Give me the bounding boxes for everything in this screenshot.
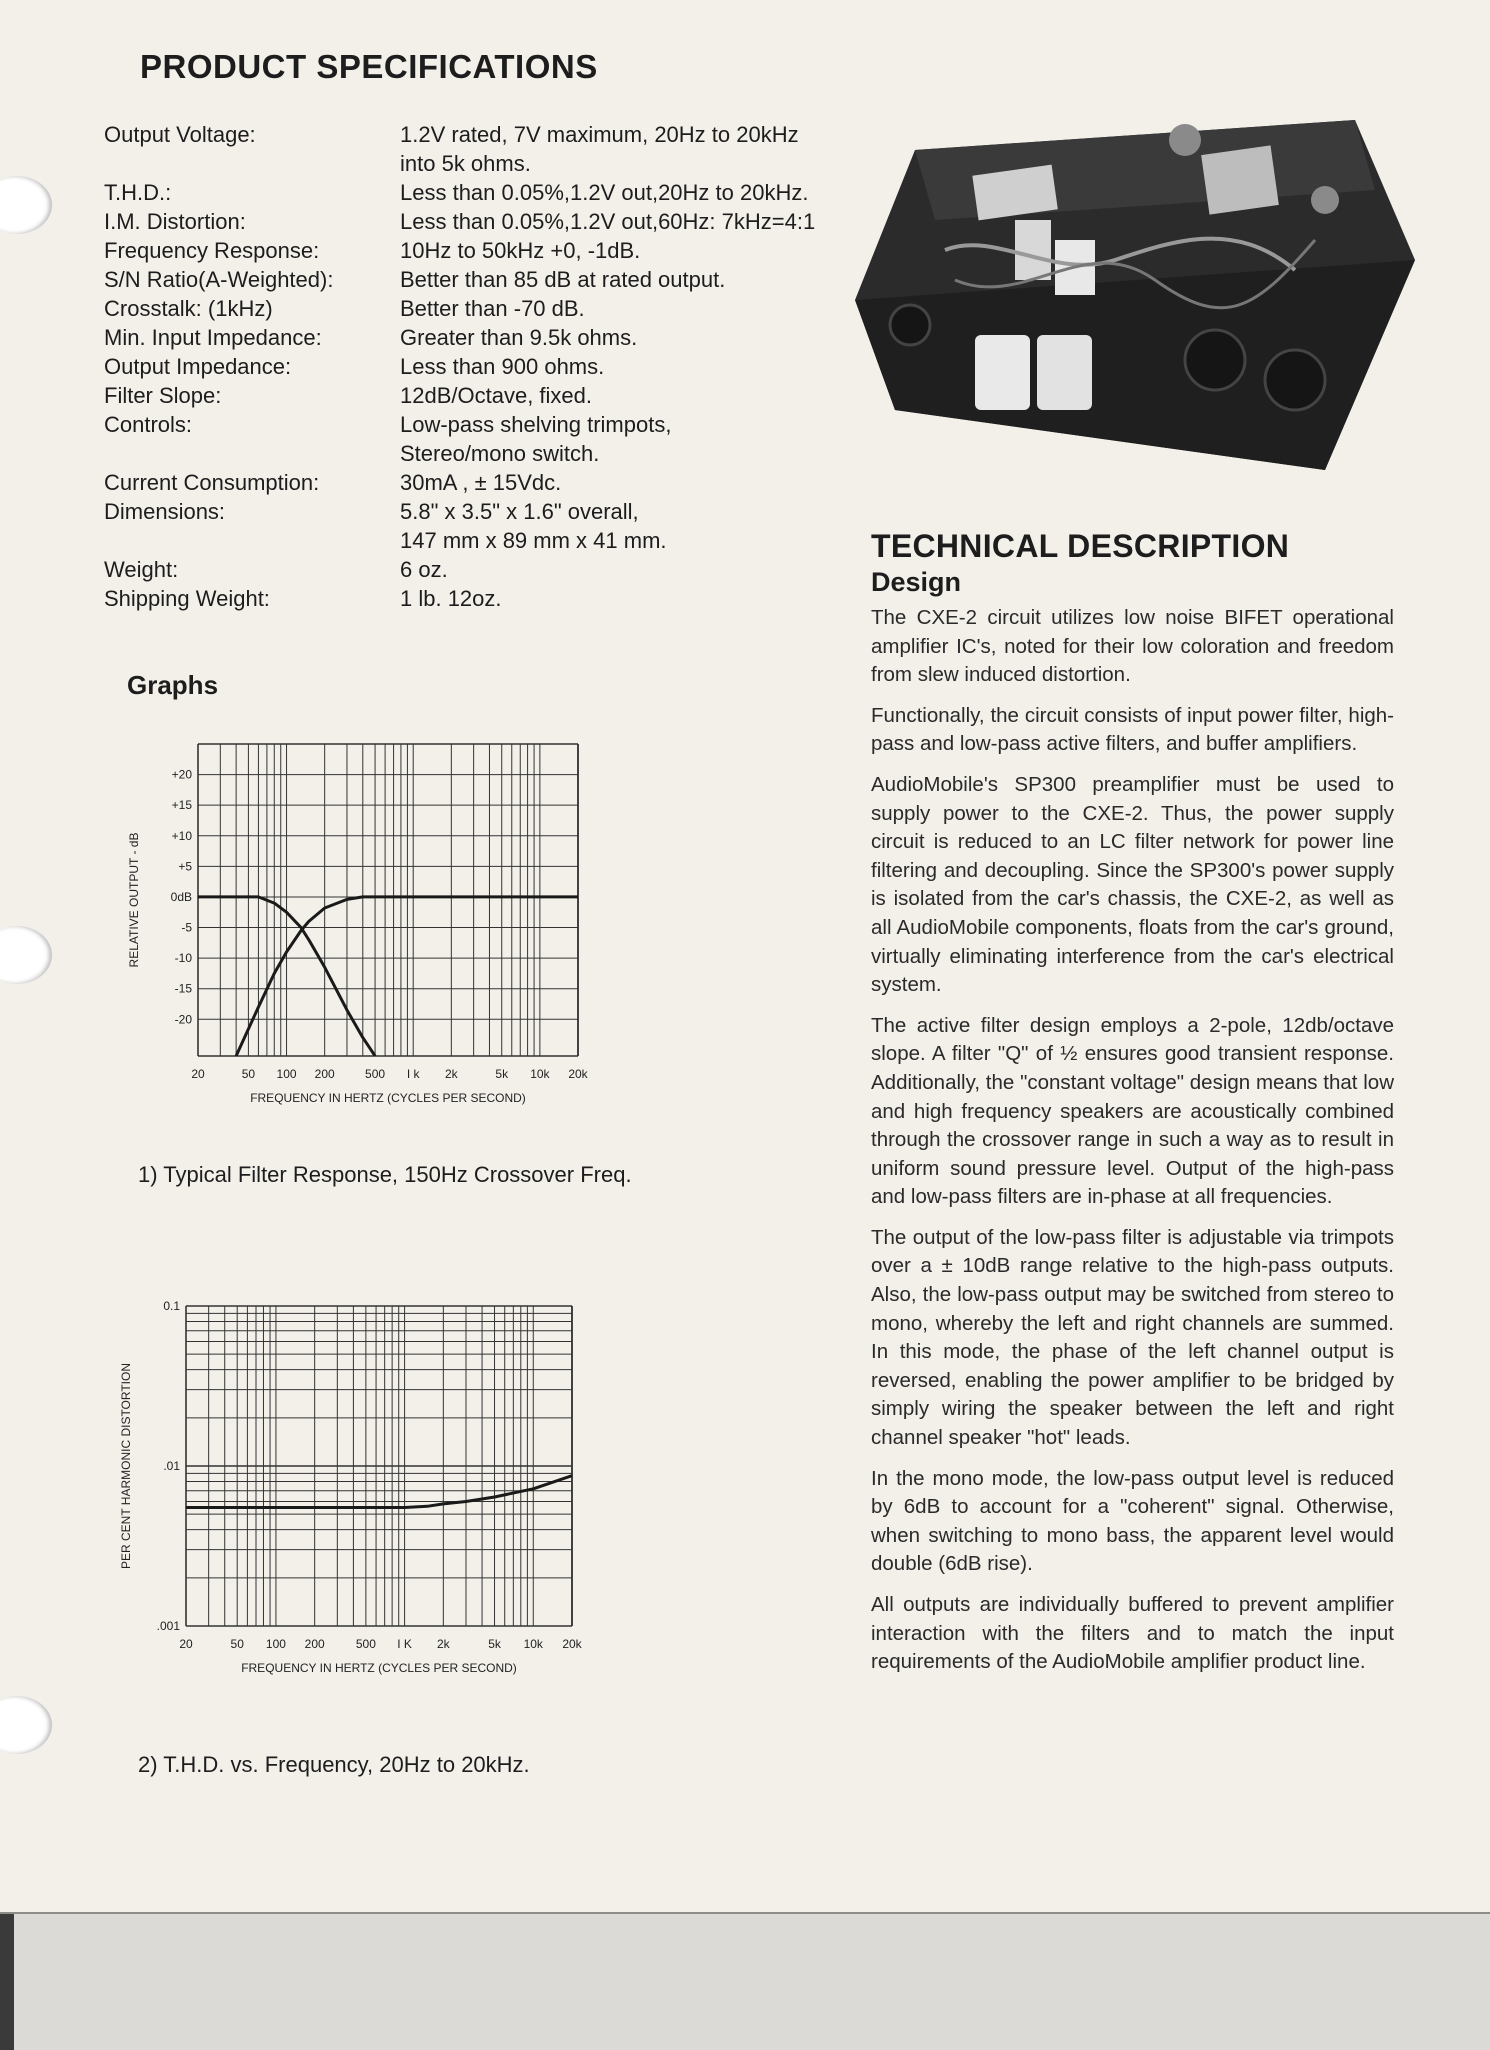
page-edge: [0, 1912, 1490, 2050]
spec-value-line: Less than 900 ohms.: [400, 354, 605, 379]
x-tick-label: 20: [191, 1067, 205, 1081]
spec-value-line: Greater than 9.5k ohms.: [400, 325, 638, 350]
spec-row: [104, 120, 884, 178]
x-tick-label: 500: [355, 1637, 376, 1651]
spec-value-line: Better than 85 dB at rated output.: [400, 267, 726, 292]
y-axis-label: RELATIVE OUTPUT - dB: [127, 832, 141, 968]
tech-paragraph: The active filter design employs a 2-pole, 12db/octave slope. A filter "Q" of ½ ensures good transient response. Additionally, the "constant voltage" design means that low and high frequency speakers are acoustically combined through the crossover range in such a way as to result in uniform sound pressure level. Output of the high-pass and low-pass filters are in-phase at all frequencies.: [871, 1013, 1394, 1209]
x-tick-label: 2k: [444, 1067, 458, 1081]
spec-value: [400, 555, 884, 584]
y-tick-label: 0.1: [163, 1299, 180, 1313]
spec-row: [104, 178, 884, 207]
specifications-list: [104, 120, 884, 613]
x-tick-label: 100: [276, 1067, 297, 1081]
spec-value-line: 30mA , ± 15Vdc.: [400, 470, 562, 495]
spec-value: [400, 323, 884, 352]
y-tick-label: +5: [178, 859, 192, 874]
spec-label: Frequency Response:: [104, 238, 320, 263]
spec-label: Controls:: [104, 412, 193, 437]
spec-label: Current Consumption:: [104, 470, 320, 495]
spec-value-line: Less than 0.05%,1.2V out,20Hz to 20kHz.: [400, 180, 809, 205]
y-tick-label: -5: [181, 920, 192, 935]
spec-label: Output Impedance:: [104, 354, 292, 379]
chart1-caption: 1) Typical Filter Response, 150Hz Crossover Freq.: [138, 1162, 632, 1187]
y-axis-label: PER CENT HARMONIC DISTORTION: [119, 1362, 133, 1570]
x-tick-label: 20k: [568, 1067, 588, 1081]
spec-value: [400, 352, 884, 381]
spec-row: [104, 410, 884, 468]
y-tick-label: .001: [156, 1619, 180, 1633]
y-tick-label: +10: [171, 828, 192, 843]
spec-row: [104, 381, 884, 410]
chart-svg: [110, 1290, 690, 1690]
spec-value-line: Low-pass shelving trimpots,: [400, 412, 672, 437]
y-tick-label: -20: [174, 1012, 192, 1027]
chart2-caption: 2) T.H.D. vs. Frequency, 20Hz to 20kHz.: [138, 1752, 530, 1777]
x-tick-label: 10k: [530, 1067, 550, 1081]
spec-value-line: 5.8" x 3.5" x 1.6" overall,: [400, 499, 639, 524]
spec-value: [400, 207, 884, 236]
x-tick-label: 5k: [495, 1067, 509, 1081]
y-tick-label: -15: [174, 981, 192, 996]
tech-paragraph: AudioMobile's SP300 preamplifier must be used to supply power to the CXE-2. Thus, the power supply circuit is reduced to an LC filter network for power line filtering and decoupling. Since the SP300's power supply is isolated from the car's chassis, the CXE-2, as well as all AudioMobile components, floats from the car's ground, virtually eliminating interference from the car's electrical system.: [871, 772, 1394, 997]
spec-value: [400, 294, 884, 323]
x-tick-label: 50: [230, 1637, 244, 1651]
spec-label: Weight:: [104, 557, 179, 582]
spec-row: [104, 352, 884, 381]
y-tick-label: +15: [171, 798, 192, 813]
y-tick-label: 0dB: [170, 889, 192, 904]
tech-paragraph: In the mono mode, the low-pass output level is reduced by 6dB to account for a "coherent" signal. Otherwise, when switching to mono bass, the apparent level would double (6dB rise).: [871, 1466, 1394, 1576]
series-line-1: [186, 1476, 572, 1508]
spec-row: [104, 468, 884, 497]
x-tick-label: I K: [397, 1637, 412, 1651]
x-tick-label: 200: [304, 1637, 325, 1651]
tech-paragraph: Functionally, the circuit consists of input power filter, high-pass and low-pass active filters, and buffer amplifiers.: [871, 703, 1394, 756]
spec-value-line: 6 oz.: [400, 557, 448, 582]
spec-value: [400, 468, 884, 497]
x-tick-label: 100: [265, 1637, 286, 1651]
spec-label: I.M. Distortion:: [104, 209, 246, 234]
spec-value: [400, 497, 884, 555]
spec-row: [104, 584, 884, 613]
x-tick-label: 2k: [436, 1637, 450, 1651]
spec-row: [104, 236, 884, 265]
spec-value: [400, 178, 884, 207]
spec-value-line: Less than 0.05%,1.2V out,60Hz: 7kHz=4:1: [400, 209, 816, 234]
tech-paragraph: All outputs are individually buffered to prevent amplifier interaction with the filters and to match the input requirements of the AudioMobile amplifier product line.: [871, 1593, 1394, 1674]
spec-value-line: Stereo/mono switch.: [400, 441, 600, 466]
spec-value-line: 12dB/Octave, fixed.: [400, 383, 592, 408]
spec-row: [104, 497, 884, 555]
spec-label: Output Voltage:: [104, 122, 256, 147]
x-tick-label: 50: [241, 1067, 256, 1081]
x-tick-label: 500: [365, 1067, 386, 1081]
page-title: PRODUCT SPECIFICATIONS: [140, 48, 598, 85]
tech-paragraphs: [871, 604, 1394, 1677]
graphs-heading: Graphs: [127, 670, 219, 700]
spec-row: [104, 207, 884, 236]
spec-value-line: Better than -70 dB.: [400, 296, 585, 321]
spec-row: [104, 555, 884, 584]
binder-hole-middle: [0, 926, 52, 984]
spec-value: [400, 120, 884, 178]
y-tick-label: .01: [163, 1459, 180, 1473]
spec-row: [104, 323, 884, 352]
spec-value: [400, 265, 884, 294]
spec-label: Crosstalk: (1kHz): [104, 296, 273, 321]
y-tick-label: +20: [171, 767, 192, 782]
thd-chart: [110, 1290, 690, 1690]
spec-label: Filter Slope:: [104, 383, 222, 408]
spec-label: T.H.D.:: [104, 180, 172, 205]
tech-paragraph: The output of the low-pass filter is adjustable via trimpots over a ± 10dB range relative to the high-pass outputs. Also, the low-pass output may be switched from stereo to mono, whereby the left and right channels are summed. In this mode, the phase of the left channel output is reversed, enabling the power amplifier to be bridged by simply wiring the speaker between the left and right channel speaker "hot" leads.: [871, 1225, 1394, 1450]
x-tick-label: 20k: [562, 1637, 582, 1651]
spec-value: [400, 410, 884, 468]
x-tick-label: I k: [406, 1067, 420, 1081]
tech-title: TECHNICAL DESCRIPTION: [871, 528, 1290, 564]
filter-response-chart: [110, 728, 690, 1128]
chart-svg: [110, 728, 690, 1128]
x-axis-label: FREQUENCY IN HERTZ (CYCLES PER SECOND): [250, 1091, 526, 1105]
spec-label: Dimensions:: [104, 499, 226, 524]
spec-value-line: 147 mm x 89 mm x 41 mm.: [400, 528, 667, 553]
spec-value-line: 1 lb. 12oz.: [400, 586, 502, 611]
spec-value-line: 1.2V rated, 7V maximum, 20Hz to 20kHz: [400, 122, 799, 147]
spec-row: [104, 265, 884, 294]
tech-paragraph: The CXE-2 circuit utilizes low noise BIFET operational amplifier IC's, noted for their low coloration and freedom from slew induced distortion.: [871, 606, 1394, 687]
y-tick-label: -10: [174, 951, 192, 966]
binder-hole-bottom: [0, 1696, 52, 1754]
x-tick-label: 200: [314, 1067, 335, 1081]
x-tick-label: 20: [179, 1637, 193, 1651]
spec-label: S/N Ratio(A-Weighted):: [104, 267, 334, 292]
x-axis-label: FREQUENCY IN HERTZ (CYCLES PER SECOND): [241, 1661, 517, 1675]
binder-hole-top: [0, 176, 52, 234]
x-tick-label: 10k: [523, 1637, 543, 1651]
spec-row: [104, 294, 884, 323]
spec-value-line: 10Hz to 50kHz +0, -1dB.: [400, 238, 641, 263]
spec-label: Shipping Weight:: [104, 586, 270, 611]
product-photo: [855, 110, 1430, 480]
spec-value: [400, 236, 884, 265]
tech-subtitle: Design: [871, 567, 962, 597]
spec-value: [400, 381, 884, 410]
spec-value: [400, 584, 884, 613]
technical-description: [871, 528, 1394, 1689]
spec-value-line: into 5k ohms.: [400, 151, 531, 176]
x-tick-label: 5k: [488, 1637, 501, 1651]
spec-label: Min. Input Impedance:: [104, 325, 322, 350]
